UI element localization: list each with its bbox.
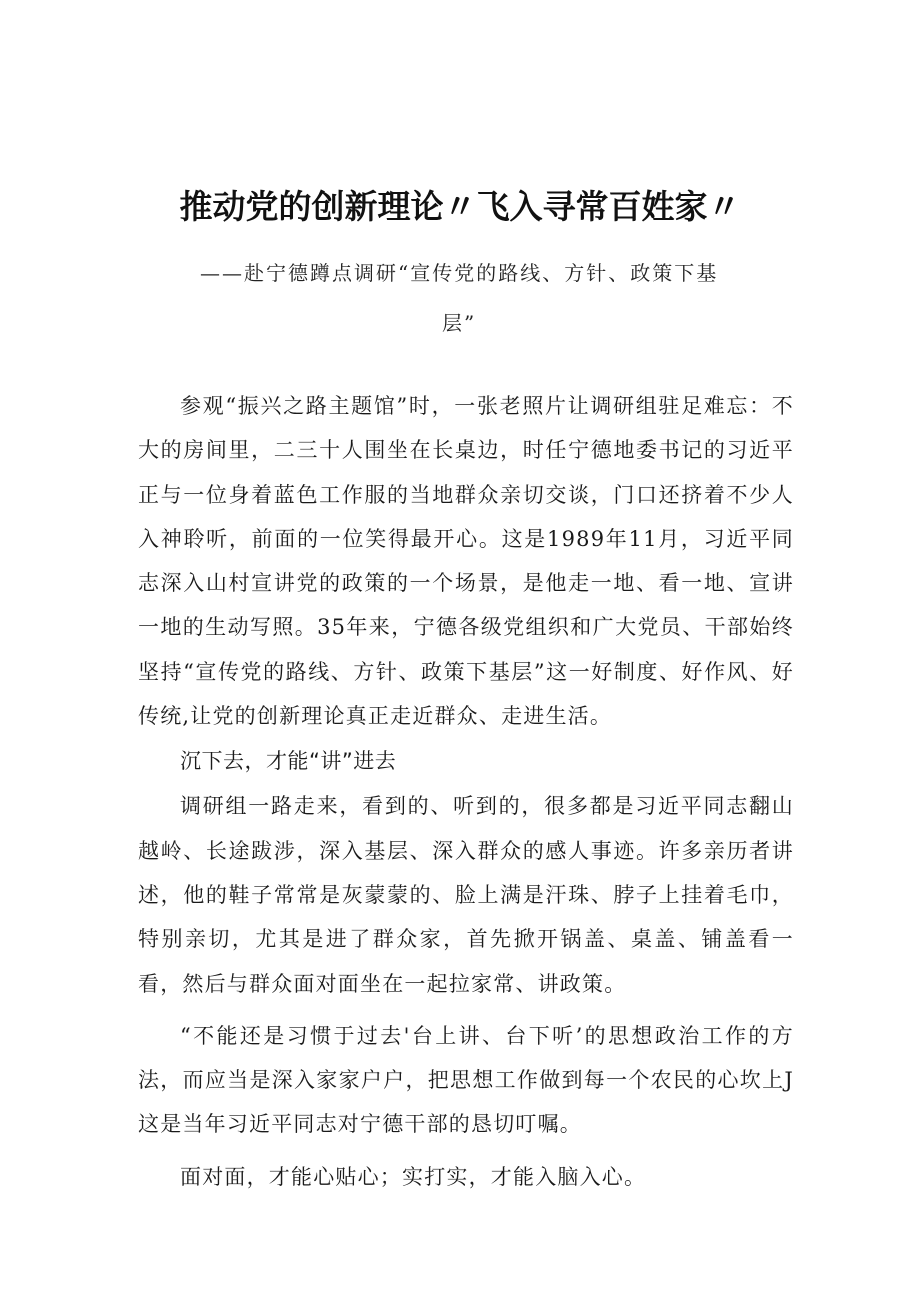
document-title: 推动党的创新理论〃飞入寻常百姓家〃: [179, 187, 741, 226]
document-body: [138, 384, 794, 1199]
paragraph-intro: 参观“振兴之路主题馆”时，一张老照片让调研组驻足难忘：不大的房间里，二三十人围坐在长桌边，时任宁德地委书记的习近平正与一位身着蓝色工作服的当地群众亲切交谈，门口还挤着不少人入神聆听，前面的一位笑得最开心。这是1989年11月，习近平同志深入山村宣讲党的政策的一个场景，是他走一地、看一地、宣讲一地的生动写照。35年来，宁德各级党组织和广大党员、干部始终坚持“宣传党的路线、方针、政策下基层”这一好制度、好作风、好传统,让党的创新理论真正走近群众、走进生活。: [138, 394, 794, 729]
document-subtitle: [200, 248, 740, 348]
subtitle-line-1: ——赴宁德蹲点调研“宣传党的路线、方针、政策下基: [200, 261, 719, 285]
paragraph: 调研组一路走来，看到的、听到的，很多都是习近平同志翻山越岭、长途跋涉，深入基层、深入群众的感人事迹。许多亲历者讲述，他的鞋子常常是灰蒙蒙的、脸上满是汗珠、脖子上挂着毛巾，特别亲切，尤其是进了群众家，首先掀开锅盖、桌盖、铺盖看一看，然后与群众面对面坐在一起拉家常、讲政策。: [138, 794, 794, 996]
section-heading: 沉下去，才能“讲”进去: [180, 749, 397, 774]
paragraph-quote: “不能还是习惯于过去'台上讲、台下听’的思想政治工作的方法，而应当是深入家家户户，把思想工作做到每一个农民的心坎上J这是当年习近平同志对宁德干部的恳切叮嘱。: [138, 1023, 794, 1137]
paragraph: 面对面，才能心贴心；实打实，才能入脑入心。: [180, 1164, 647, 1189]
subtitle-line-2: 层”: [442, 311, 477, 335]
